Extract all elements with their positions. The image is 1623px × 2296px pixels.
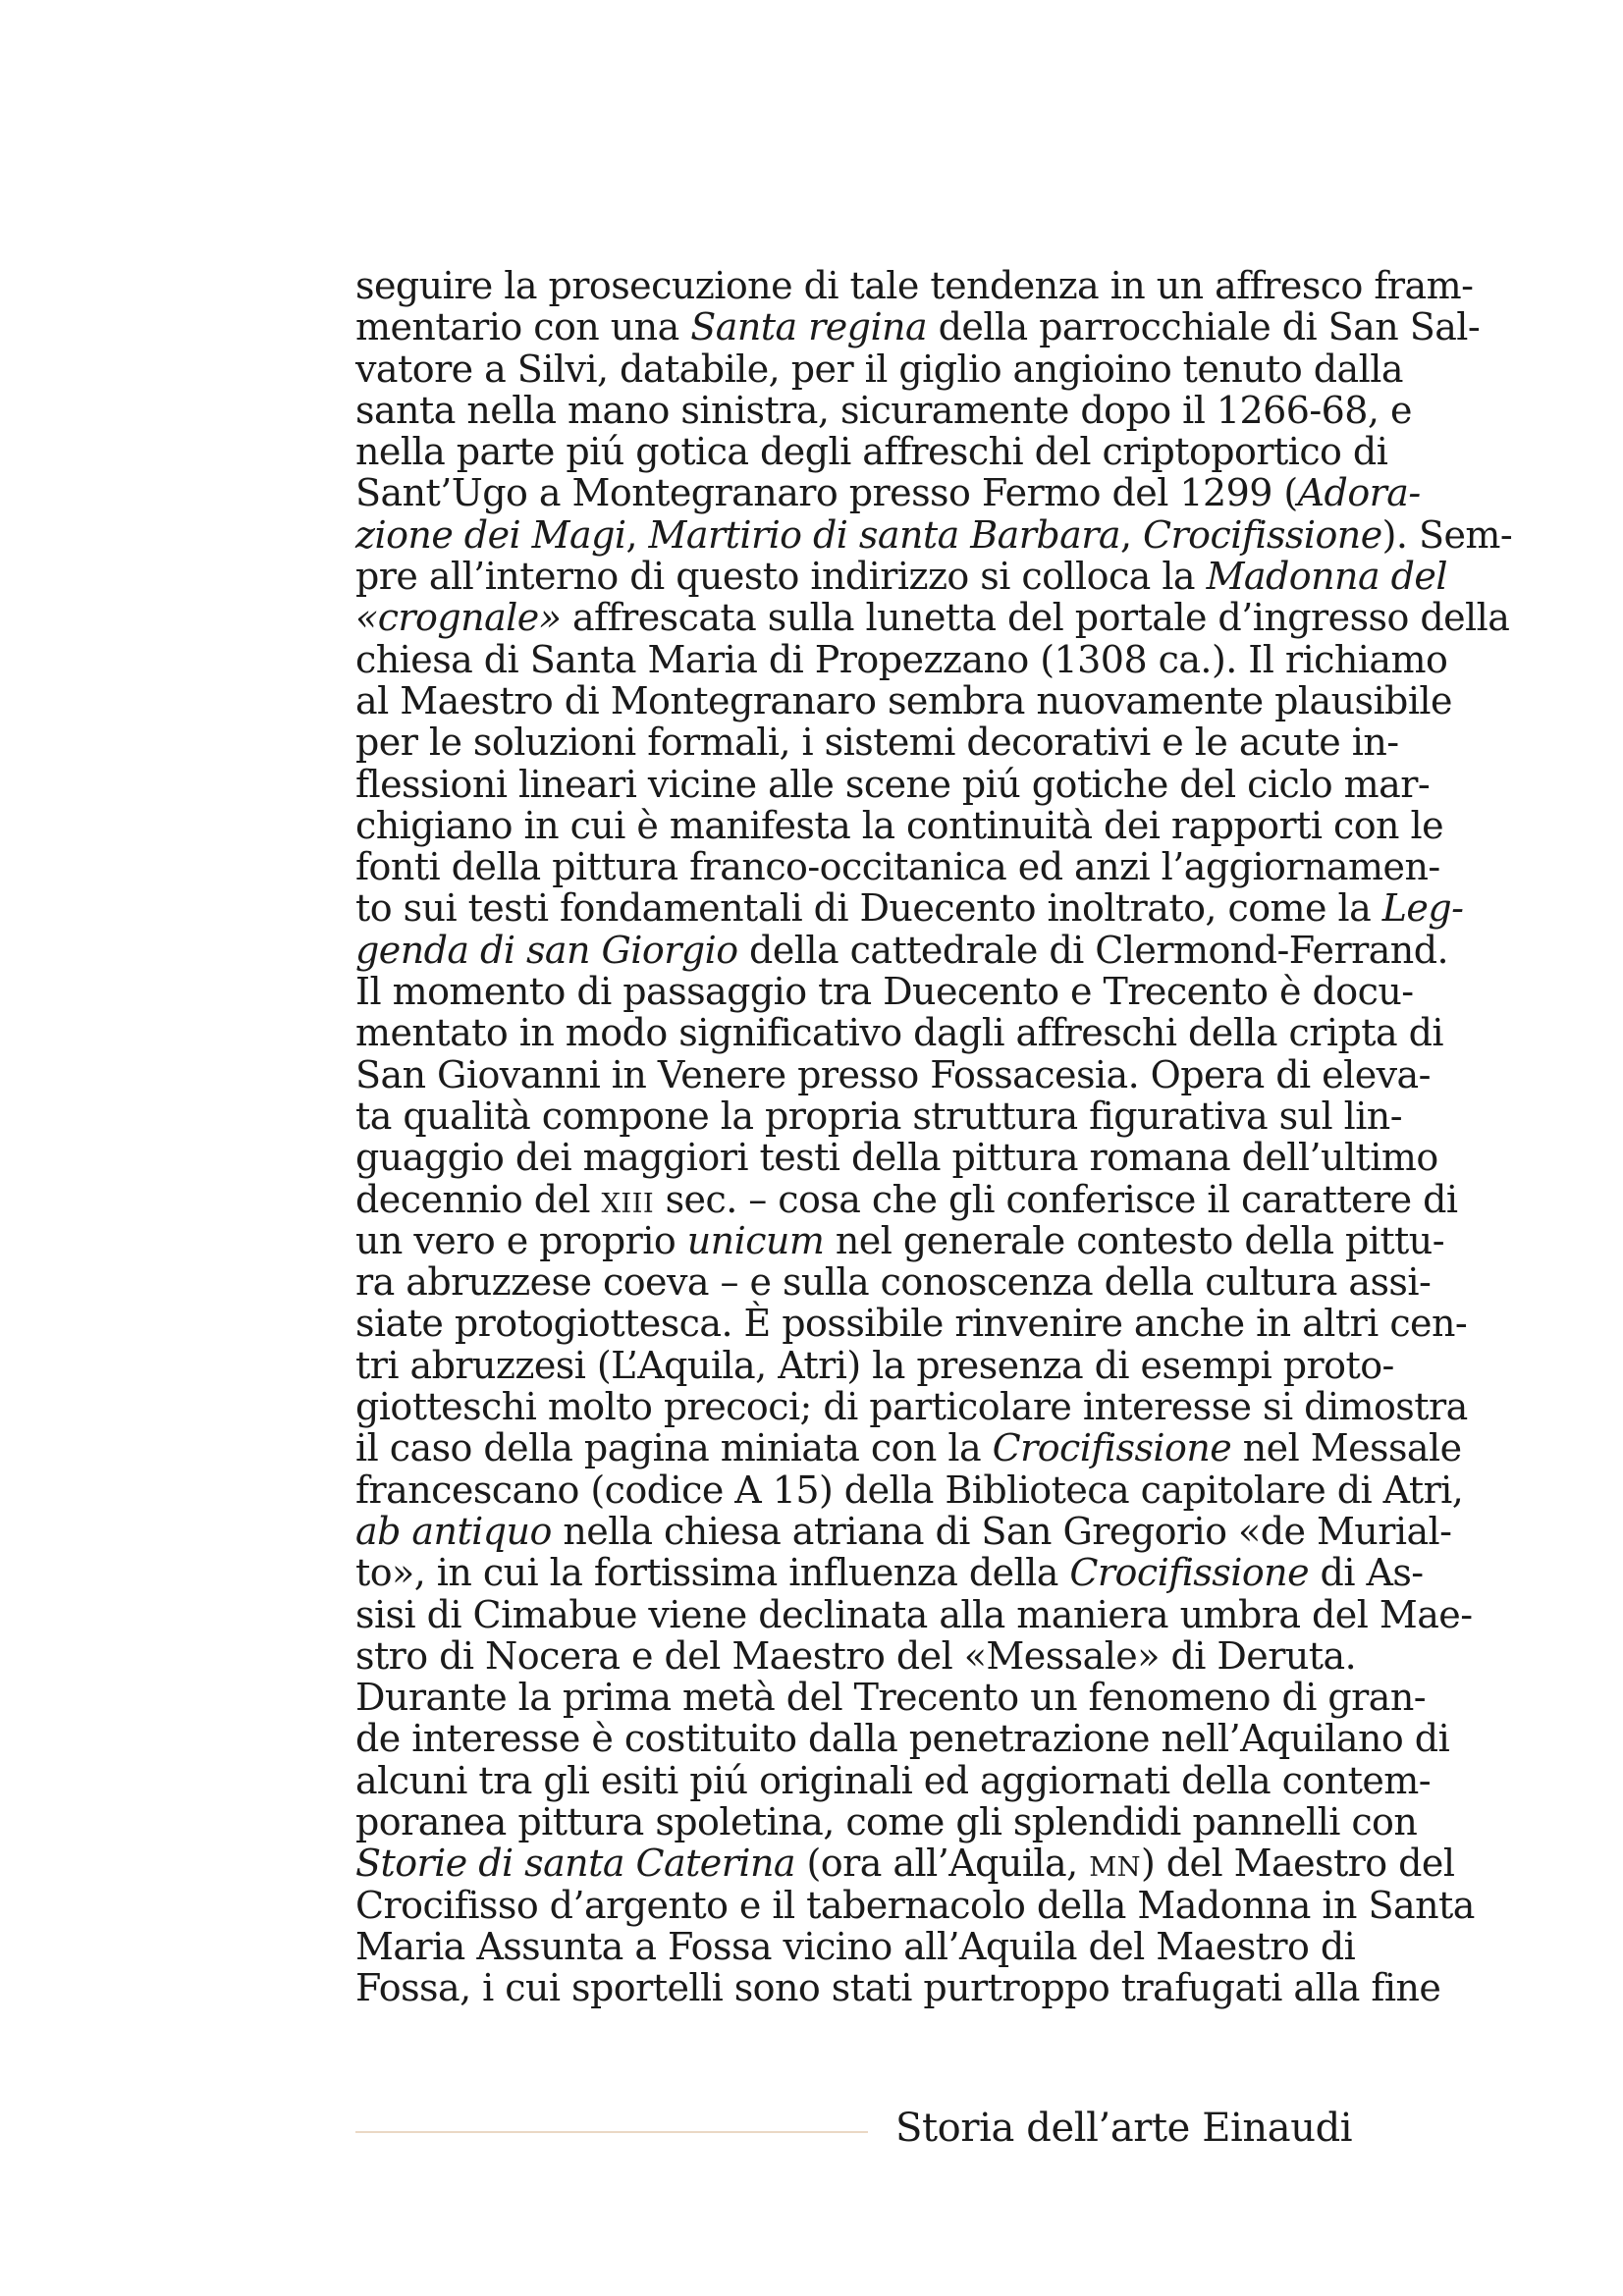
text-span: fonti della pittura franco-occitanica ed anzi l’aggiornamen- <box>355 845 1440 889</box>
text-line <box>355 1218 1444 1262</box>
text-span: ). Sem- <box>1381 512 1513 557</box>
text-span: pre all’interno di questo indirizzo si colloca la <box>355 555 1207 599</box>
text-span: Durante la prima metà del Trecento un fenomeno di gran- <box>355 1676 1427 1720</box>
text-line <box>355 1385 1468 1429</box>
italic-text: Storie di santa Caterina <box>355 1842 795 1886</box>
text-line <box>355 1136 1438 1180</box>
italic-text: unicum <box>686 1218 825 1262</box>
text-line <box>355 1633 1357 1678</box>
italic-text: Santa regina <box>690 305 928 349</box>
footer-rule <box>355 2131 868 2133</box>
text-span: santa nella mano sinistra, sicuramente dopo il 1266-68, e <box>355 388 1412 432</box>
text-span: Crocifisso d’argento e il tabernacolo della Madonna in Santa <box>355 1883 1475 1927</box>
text-line <box>355 1011 1443 1055</box>
footer-title: Storia dell’arte Einaudi <box>895 2106 1353 2151</box>
text-span: sec. – cosa che gli conferisce il carattere di <box>654 1177 1458 1221</box>
text-span: al Maestro di Montegranaro sembra nuovamente plausibile <box>355 678 1452 722</box>
text-span: poranea pittura spoletina, come gli splendidi pannelli con <box>355 1799 1418 1843</box>
italic-text: Crocifissione <box>1143 512 1382 557</box>
text-span: nel generale contesto della pittu- <box>824 1218 1444 1262</box>
text-span: to sui testi fondamentali di Duecento inoltrato, come la <box>355 886 1382 931</box>
text-line <box>355 1883 1475 1927</box>
text-span: , <box>625 512 649 557</box>
text-line <box>355 803 1444 847</box>
text-line <box>355 845 1440 889</box>
text-span: tri abruzzesi (L’Aquila, Atri) la presenza di esempi proto- <box>355 1343 1394 1387</box>
text-line <box>355 512 1513 557</box>
text-span: Maria Assunta a Fossa vicino all’Aquila del Maestro di <box>355 1924 1356 1968</box>
text-line <box>355 1592 1473 1636</box>
text-line <box>355 388 1412 432</box>
text-line <box>355 305 1481 349</box>
text-span: seguire la prosecuzione di tale tendenza in un affresco fram- <box>355 264 1474 307</box>
text-line <box>355 1509 1452 1553</box>
text-span: , <box>1119 512 1144 557</box>
text-line <box>355 1343 1394 1387</box>
text-span: stro di Nocera e del Maestro del «Messale» di Deruta. <box>355 1633 1357 1678</box>
text-span: nella chiesa atriana di San Gregorio «de Murial- <box>551 1509 1452 1553</box>
text-line <box>355 1260 1432 1305</box>
text-line <box>355 1551 1424 1595</box>
text-span: di As- <box>1309 1551 1424 1595</box>
italic-text: ab antiquo <box>355 1509 552 1553</box>
text-line <box>355 1177 1458 1221</box>
italic-text: Martirio di santa Barbara <box>648 512 1120 557</box>
text-line <box>355 1094 1403 1138</box>
text-span: il caso della pagina miniata con la <box>355 1426 993 1470</box>
text-line <box>355 1426 1462 1470</box>
text-line <box>355 1052 1431 1096</box>
text-line <box>355 1966 1441 2010</box>
text-span: mentato in modo significativo dagli affreschi della cripta di <box>355 1011 1443 1055</box>
text-line <box>355 721 1399 765</box>
text-span: decennio del <box>355 1177 602 1221</box>
text-span: de interesse è costituito dalla penetrazione nell’Aquilano di <box>355 1717 1450 1761</box>
text-line <box>355 678 1452 722</box>
body-text <box>355 264 1513 2010</box>
text-line <box>355 1842 1455 1886</box>
text-line <box>355 1799 1418 1843</box>
text-line <box>355 596 1510 640</box>
text-span: nella parte piú gotica degli affreschi del criptoportico di <box>355 430 1388 474</box>
text-span: Il momento di passaggio tra Duecento e Trecento è docu- <box>355 970 1414 1014</box>
text-line <box>355 762 1431 806</box>
text-span: giotteschi molto precoci; di particolare interesse si dimostra <box>355 1385 1468 1429</box>
italic-text: Adora- <box>1297 471 1421 515</box>
text-line <box>355 928 1449 972</box>
text-line <box>355 1758 1432 1802</box>
text-line <box>355 1924 1356 1968</box>
text-span: chigiano in cui è manifesta la continuità dei rapporti con le <box>355 803 1444 847</box>
small-caps-text: XIII <box>601 1188 655 1219</box>
text-span: per le soluzioni formali, i sistemi decorativi e le acute in- <box>355 721 1399 765</box>
text-line <box>355 1717 1450 1761</box>
text-span: della parrocchiale di San Sal- <box>927 305 1481 349</box>
text-span: mentario con una <box>355 305 691 349</box>
text-line <box>355 264 1474 307</box>
text-span: ta qualità compone la propria struttura figurativa sul lin- <box>355 1094 1403 1138</box>
text-line <box>355 1468 1464 1512</box>
small-caps-text: MN <box>1089 1852 1141 1884</box>
text-line <box>355 1302 1468 1346</box>
italic-text: Crocifissione <box>1069 1551 1310 1595</box>
text-span: flessioni lineari vicine alle scene piú gotiche del ciclo mar- <box>355 762 1431 806</box>
text-span: un vero e proprio <box>355 1218 687 1262</box>
text-line <box>355 970 1414 1014</box>
text-span: vatore a Silvi, databile, per il giglio angioino tenuto dalla <box>355 347 1403 391</box>
text-span: guaggio dei maggiori testi della pittura romana dell’ultimo <box>355 1136 1438 1180</box>
text-span: sisi di Cimabue viene declinata alla maniera umbra del Mae- <box>355 1592 1473 1636</box>
italic-text: genda di san Giorgio <box>355 928 738 972</box>
text-span: (ora all’Aquila, <box>795 1842 1090 1886</box>
text-span: to», in cui la fortissima influenza della <box>355 1551 1070 1595</box>
text-span: siate protogiottesca. È possibile rinvenire anche in altri cen- <box>355 1302 1468 1346</box>
italic-text: «crognale» <box>355 596 562 640</box>
text-line <box>355 637 1448 681</box>
italic-text: Madonna del <box>1206 555 1447 599</box>
text-span: San Giovanni in Venere presso Fossacesia. Opera di eleva- <box>355 1052 1431 1096</box>
italic-text: Crocifissione <box>992 1426 1232 1470</box>
text-span: della cattedrale di Clermond-Ferrand. <box>737 928 1449 972</box>
text-span: chiesa di Santa Maria di Propezzano (1308 ca.). Il richiamo <box>355 637 1448 681</box>
text-span: alcuni tra gli esiti piú originali ed aggiornati della contem- <box>355 1758 1432 1802</box>
text-span: affrescata sulla lunetta del portale d’ingresso della <box>561 596 1510 640</box>
italic-text: Leg- <box>1381 886 1464 931</box>
text-span: ra abruzzese coeva – e sulla conoscenza della cultura assi- <box>355 1260 1432 1305</box>
text-line <box>355 430 1388 474</box>
italic-text: zione dei Magi <box>355 512 626 557</box>
text-line <box>355 347 1403 391</box>
text-line <box>355 886 1464 931</box>
text-span: Fossa, i cui sportelli sono stati purtroppo trafugati alla fine <box>355 1966 1441 2010</box>
text-span: ) del Maestro del <box>1140 1842 1455 1886</box>
text-line <box>355 1676 1427 1720</box>
text-span: francescano (codice A 15) della Biblioteca capitolare di Atri, <box>355 1468 1464 1512</box>
text-line <box>355 471 1421 515</box>
text-span: Sant’Ugo a Montegranaro presso Fermo del 1299 ( <box>355 471 1298 515</box>
text-line <box>355 555 1447 599</box>
text-span: nel Messale <box>1231 1426 1462 1470</box>
